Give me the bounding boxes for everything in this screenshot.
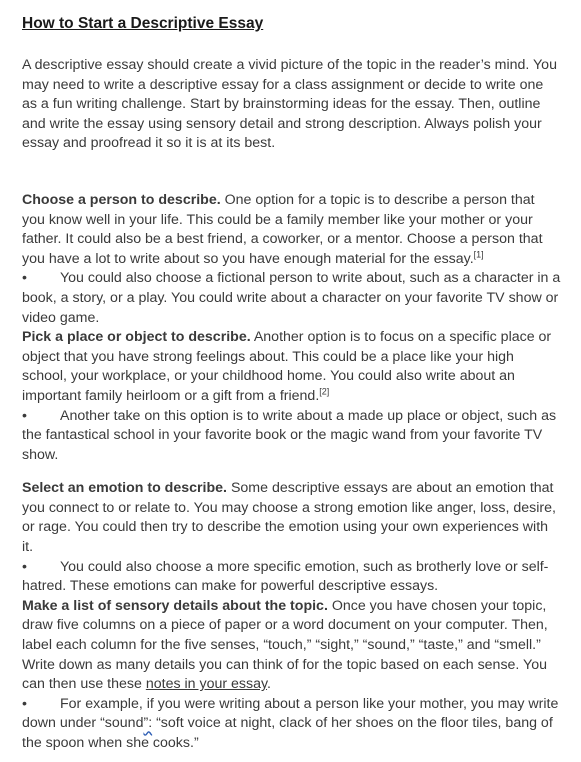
bullet-item xyxy=(22,695,561,754)
bullet-icon: • xyxy=(22,407,27,424)
bullet-text: Another take on this option is to write about a made up place or object, such as the fantastical school in your favorite book or the magic wand from your favorite TV show. xyxy=(22,407,557,463)
section-sensory xyxy=(22,597,561,695)
section-emotion xyxy=(22,479,561,557)
bullet-text: For example, if you were writing about a person like your mother, you may write down under “sound xyxy=(22,695,559,732)
section-text: One option for a topic is to describe a person that you know well in your life. This could be a family member like your mother or your father. It could also be a best friend, a coworker, or a mentor. Choose a person that you have a lot to write about so you have enough material for the essay. xyxy=(22,191,543,267)
bullet-icon: • xyxy=(22,695,27,712)
reference-marker[interactable]: [2] xyxy=(319,386,330,397)
section-text: Some descriptive essays are about an emotion that you connect to or relate to. You may choose a strong emotion like anger, loss, desire, or rage. You could then try to describe the emotion using your own experiences with it. xyxy=(22,480,556,556)
notes-link[interactable]: notes in your essay xyxy=(145,676,268,693)
section-heading: Choose a person to describe. xyxy=(22,191,221,208)
bullet-icon: • xyxy=(22,558,27,575)
section-text: Another option is to focus on a specific place or object that you have strong feelings about. This could be a place like your high school, your workplace, or your childhood home. You could also write about an important family heirloom or a gift from a friend. xyxy=(22,329,552,404)
section-person xyxy=(22,191,561,269)
section-heading: Pick a place or object to describe. xyxy=(22,329,251,346)
intro-paragraph: A descriptive essay should create a vivid picture of the topic in the reader’s mind. You may need to write a descriptive essay for a class assignment or decide to write one as a fun writing challenge. Start by brainstorming ideas for the essay. Then, outline and write the essay using sensory detail and strong description. Always polish your essay and proofread it so it is at its best. xyxy=(22,57,557,152)
page-title: How to Start a Descriptive Essay xyxy=(22,15,264,32)
section-text-end: . xyxy=(267,676,271,693)
reference-marker[interactable]: [1] xyxy=(473,249,484,260)
section-heading: Select an emotion to describe. xyxy=(22,480,227,497)
section-place xyxy=(22,328,561,406)
spellcheck-squiggle: ”: xyxy=(143,715,153,732)
bullet-text: You could also choose a more specific emotion, such as brotherly love or self-hatred. These emotions can make for powerful descriptive essays. xyxy=(22,558,549,595)
spacer xyxy=(22,465,561,479)
section-heading: Make a list of sensory details about the topic. xyxy=(22,597,328,614)
bullet-icon: • xyxy=(22,270,27,287)
section-text: Once you have chosen your topic, draw five columns on a piece of paper or a word document on your computer. Then, label each column for the five senses, “touch,” “sight,” “sound,” “taste,” and “smell.” Write down as many details you can think of for the topic based on each sense. You can then use these xyxy=(22,597,548,693)
bullet-item xyxy=(22,558,561,597)
bullet-text-end: “soft voice at night, clack of her shoes on the floor tiles, bang of the spoon when she cooks.” xyxy=(22,715,553,751)
bullet-item xyxy=(22,407,561,466)
bullet-text: You could also choose a fictional person to write about, such as a character in a book, a story, or a play. You could write about a character on your favorite TV show or video game. xyxy=(22,270,561,326)
bullet-item xyxy=(22,269,561,328)
